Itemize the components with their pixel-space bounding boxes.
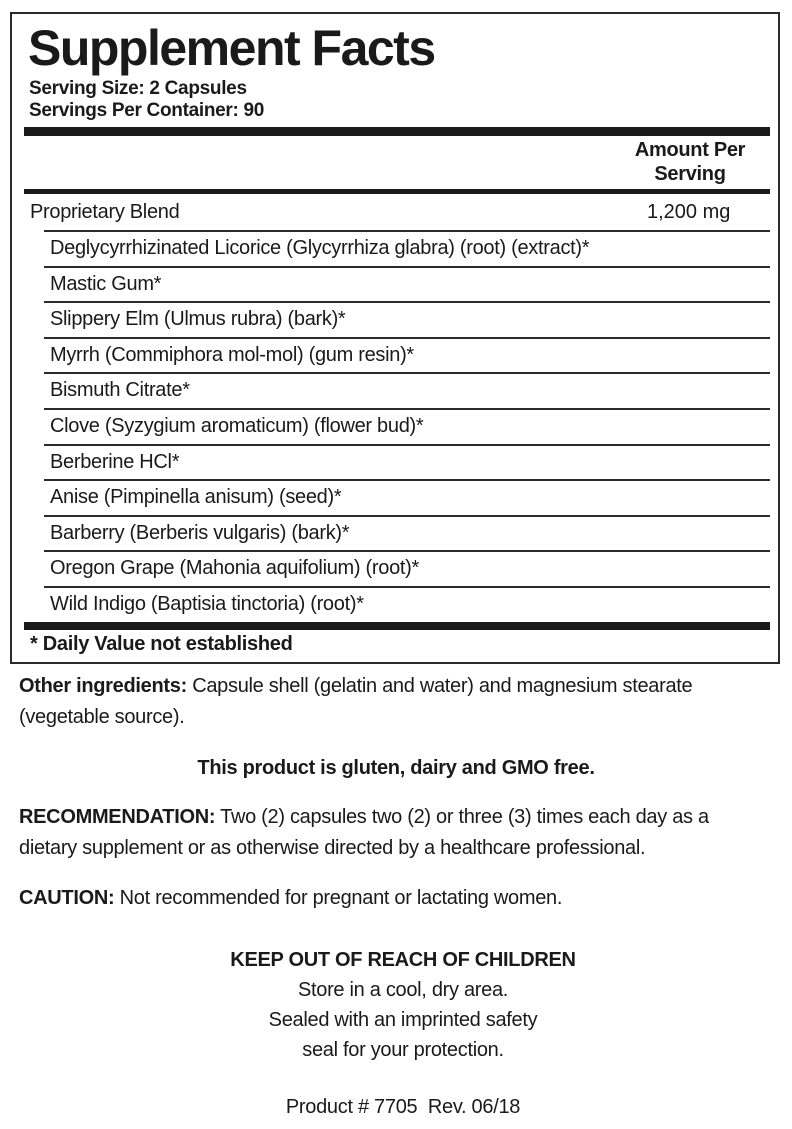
ingredient-name: Anise (Pimpinella anisum) (seed)*	[50, 486, 342, 509]
ingredient-row	[44, 301, 770, 337]
ingredient-row	[44, 586, 770, 622]
ingredient-name: Deglycyrrhizinated Licorice (Glycyrrhiza glabra) (root) (extract)*	[50, 237, 590, 259]
storage-line-3: seal for your protection.	[302, 1039, 504, 1061]
blend-name: Proprietary Blend	[30, 201, 180, 223]
caution	[19, 883, 759, 914]
recommendation	[19, 802, 759, 864]
other-ingredients-label: Other ingredients:	[19, 675, 187, 697]
storage-instructions	[0, 945, 792, 1065]
ingredient-name: Oregon Grape (Mahonia aquifolium) (root)*	[50, 557, 419, 580]
blend-amount: 1,200 mg	[647, 201, 731, 223]
serving-size: Serving Size: 2 Capsules	[29, 78, 247, 99]
product-number: Product # 7705 Rev. 06/18	[285, 1096, 521, 1118]
other-ingredients-text: Capsule shell (gelatin and water) and magnesium stearate (vegetable source).	[19, 675, 693, 728]
ingredient-name: Myrrh (Commiphora mol-mol) (gum resin)*	[50, 343, 414, 366]
recommendation-text: Two (2) capsules two (2) or three (3) times each day as a dietary supplement or as otherwise directed by a healthcare professional.	[19, 806, 709, 859]
ingredient-name: Slippery Elm (Ulmus rubra) (bark)*	[50, 308, 346, 331]
ingredient-row	[44, 230, 770, 266]
thick-divider-middle	[24, 189, 770, 194]
storage-line-2: Sealed with an imprinted safety	[268, 1009, 538, 1031]
ingredient-name: Berberine HCl*	[50, 450, 180, 473]
caution-label: CAUTION:	[19, 887, 115, 909]
ingredient-name: Barberry (Berberis vulgaris) (bark)*	[50, 521, 350, 544]
ingredient-row	[44, 408, 770, 444]
ingredient-row	[44, 337, 770, 373]
other-ingredients	[19, 671, 759, 733]
proprietary-blend-row	[24, 196, 770, 230]
facts-title: Supplement Facts	[28, 20, 435, 76]
ingredient-row	[44, 550, 770, 586]
ingredient-name: Bismuth Citrate*	[50, 379, 190, 402]
ingredient-row	[44, 479, 770, 515]
daily-value-footnote: * Daily Value not established	[30, 633, 293, 655]
recommendation-label: RECOMMENDATION:	[19, 806, 216, 828]
ingredient-name: Clove (Syzygium aromaticum) (flower bud)*	[50, 414, 424, 437]
ingredient-row	[44, 444, 770, 480]
keep-out-heading: KEEP OUT OF REACH OF CHILDREN	[230, 949, 576, 971]
amount-header-line2: Serving	[654, 163, 726, 185]
amount-header-line1: Amount Per	[634, 139, 746, 161]
ingredient-name: Wild Indigo (Baptisia tinctoria) (root)*	[50, 592, 364, 615]
ingredient-row	[44, 266, 770, 302]
storage-line-1: Store in a cool, dry area.	[297, 979, 509, 1001]
servings-per-container: Servings Per Container: 90	[29, 100, 265, 121]
ingredient-list	[24, 230, 770, 622]
ingredient-row	[44, 372, 770, 408]
gmo-free-statement: This product is gluten, dairy and GMO free.	[197, 757, 595, 779]
caution-text: Not recommended for pregnant or lactating women.	[114, 887, 563, 909]
ingredient-name: Mastic Gum*	[50, 272, 162, 295]
amount-per-serving-header	[620, 138, 760, 186]
thick-divider-bottom	[24, 622, 770, 630]
thick-divider-top	[24, 127, 770, 136]
ingredient-row	[44, 515, 770, 551]
supplement-facts-panel	[10, 12, 780, 664]
